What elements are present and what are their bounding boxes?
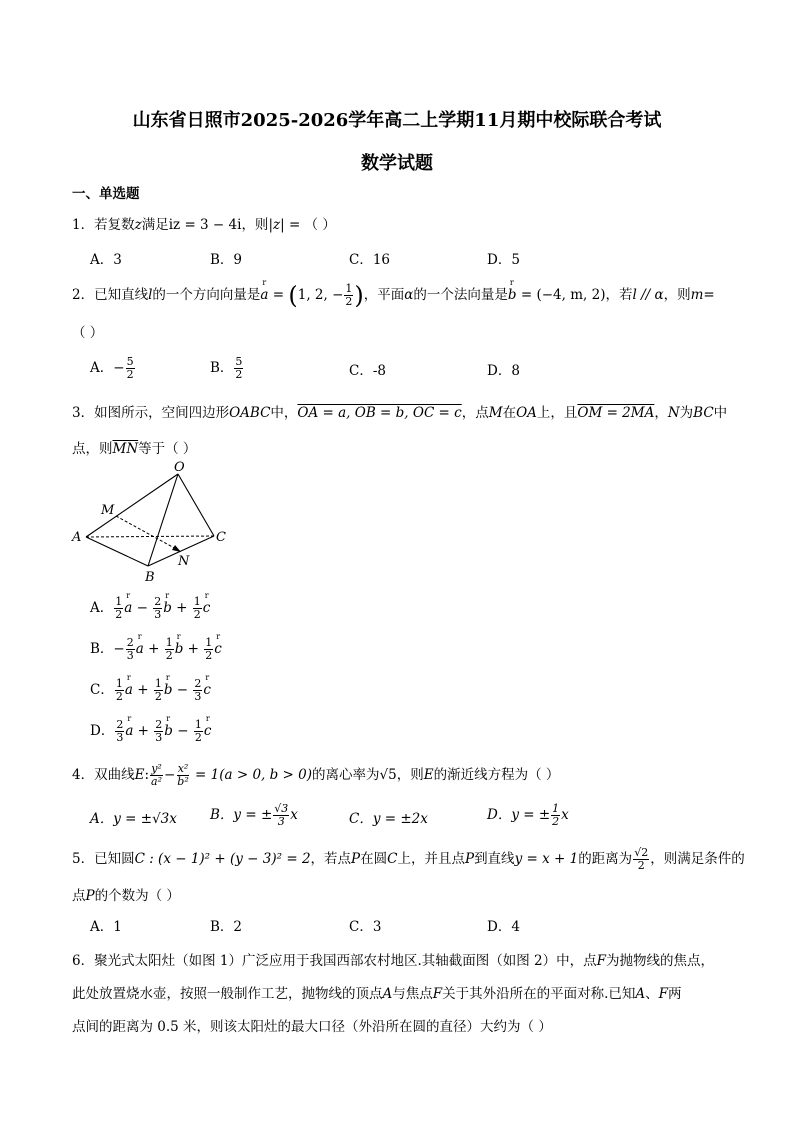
vec-a: r a	[125, 682, 133, 698]
frac-den: 2	[115, 608, 123, 621]
q4-text: 的渐近线方程为（ ）	[433, 767, 560, 783]
q2-option-b	[210, 356, 244, 381]
q4-equation: = 1(a > 0, b > 0)	[190, 767, 313, 783]
q6-text: 、	[645, 986, 659, 1002]
frac	[165, 637, 174, 662]
frac-num: 1	[552, 802, 560, 815]
frac	[126, 637, 135, 662]
q5-text: 到直线	[474, 851, 515, 867]
vec-b: r b	[164, 723, 173, 739]
vec-a: r a	[136, 641, 144, 657]
label-a: A	[72, 530, 82, 545]
q2-text: =	[268, 287, 289, 303]
vec-c: r c	[214, 641, 222, 657]
frac-den: 3	[154, 608, 162, 621]
frac-den: 3	[116, 731, 124, 744]
q6-text: 关于其外沿所在的平面对称.已知	[442, 986, 636, 1002]
q1-text: ，则	[241, 217, 269, 233]
frac-den: 2	[205, 649, 213, 662]
vec-c: r c	[203, 600, 211, 616]
q4-var: x	[561, 807, 569, 823]
frac-num: 1	[193, 595, 201, 608]
q2-fraction	[344, 283, 353, 308]
q4-option-d	[487, 803, 569, 828]
q3-option-a: A． $\frac{1}{2}$ r a − $\frac{2}{3}$ r b + $\frac{1}{2}$ r c	[90, 596, 210, 621]
q6-text: 为抛物线的焦点，	[606, 953, 715, 969]
q2-continuation: （ ）	[72, 325, 104, 341]
q3-text: 中，	[270, 405, 298, 421]
frac-num: 1	[115, 677, 123, 690]
q5-frac	[633, 847, 649, 872]
frac-den: 3	[155, 731, 163, 744]
question-3	[72, 401, 727, 421]
q5-option-a: A．1	[90, 919, 122, 935]
q2-paren: (	[288, 281, 298, 310]
edge-ab	[86, 537, 148, 566]
frac-den: 3	[277, 815, 285, 828]
q5-text: 的距离为	[578, 851, 633, 867]
q3-text: 中	[713, 405, 728, 421]
q5-line: y = x + 1	[514, 851, 579, 867]
q3-text: 3．如图所示，空间四边形	[72, 405, 230, 421]
q1-text: 1．若复数	[72, 217, 135, 233]
q3-opt-label: B．	[90, 641, 114, 657]
frac-den: 3	[194, 690, 202, 703]
q3-line-2	[72, 437, 196, 457]
q5-text: 上，并且点	[397, 851, 465, 867]
frac-num: √3	[274, 802, 289, 815]
page-subtitle: 数学试题	[361, 153, 433, 174]
label-m: M	[101, 503, 115, 518]
vec-c: r c	[203, 682, 211, 698]
q4-option-b	[210, 803, 298, 828]
q2-frac-den: 2	[345, 295, 353, 308]
frac	[154, 678, 163, 703]
q2-text: ，则	[663, 287, 691, 303]
frac-den: a²	[151, 775, 162, 788]
q4-var: E	[134, 767, 145, 783]
q5-var: P	[85, 888, 95, 904]
frac-num: 2	[116, 718, 124, 731]
q4-opt-label: B．y = ±	[210, 807, 273, 823]
frac	[194, 719, 203, 744]
q4-var: x	[290, 807, 298, 823]
q5-var: P	[464, 851, 475, 867]
q1-option-d: D．5	[487, 252, 520, 268]
segment-mn	[116, 516, 178, 550]
q3-text: 在	[502, 405, 517, 421]
q2-text: ，若	[605, 287, 633, 303]
q6-var: A	[635, 986, 646, 1002]
q3-text: ，点	[461, 405, 489, 421]
label-o: O	[174, 460, 185, 475]
question-1	[72, 213, 336, 233]
q5-circle: C : (x − 1)² + (y − 3)² = 2	[134, 851, 311, 867]
q2-text: 2．已知直线	[72, 287, 149, 303]
q5-text: 点	[72, 888, 86, 904]
vec-b: r b	[175, 641, 184, 657]
frac	[193, 678, 202, 703]
q2-frac-num: 1	[345, 282, 353, 295]
q2-coords: 1, 2, −	[297, 287, 344, 303]
page-title: 山东省日照市2025-2026学年高二上学期11月期中校际联合考试	[132, 110, 662, 131]
q6-line-3: 点间的距离为 0.5 米，则该太阳灶的最大口径（外沿所在圆的直径）大约为（ ）	[72, 1019, 552, 1035]
q3-text: 上，且	[536, 405, 578, 421]
q1-abs: |z|	[268, 217, 285, 233]
question-5	[72, 847, 745, 872]
q3-var: OABC	[229, 405, 271, 421]
frac-num: 1	[194, 718, 202, 731]
q2-alpha: α	[404, 287, 414, 303]
frac-num: 2	[155, 718, 163, 731]
q1-text: = （ ）	[284, 217, 336, 233]
q2-option-d: D．8	[487, 363, 520, 379]
frac-den: 2	[115, 690, 123, 703]
q4-ecc: √5	[379, 767, 397, 783]
frac-num: 1	[205, 636, 213, 649]
q6-var: A	[382, 986, 393, 1002]
q2-option-a	[90, 356, 136, 381]
q2-opt-label: B．	[210, 360, 234, 376]
vec-b: r b	[164, 682, 173, 698]
q3-opt-label: C．	[90, 682, 114, 698]
q1-option-c: C．16	[349, 252, 391, 268]
q6-var: F	[596, 953, 607, 969]
frac-den: 2	[126, 368, 134, 381]
frac-num: 2	[126, 636, 134, 649]
tetrahedron-figure	[68, 458, 238, 588]
frac-num: 2	[154, 595, 162, 608]
q2-text: 的一个法向量是	[413, 287, 508, 303]
q4-text: 的离心率为	[312, 767, 380, 783]
q2-vector-b: r b	[508, 287, 517, 303]
label-c: C	[216, 530, 226, 545]
q3-text: 点，则	[72, 441, 113, 457]
frac-num: x²	[177, 762, 189, 775]
frac	[193, 596, 202, 621]
frac	[115, 719, 124, 744]
q2-var: l	[148, 287, 153, 303]
q2-condition: l // α	[632, 287, 664, 303]
vec-c: r c	[204, 723, 212, 739]
q3-om: OM = 2MA	[577, 405, 655, 421]
q3-vectors: OA = a, OB = b, OC = c	[297, 405, 462, 421]
q3-var: N	[667, 405, 680, 421]
section-heading: 一、单选题	[72, 186, 140, 202]
q5-var: C	[387, 851, 398, 867]
q1-text: 满足	[141, 217, 169, 233]
q4-option-a: A．y = ±√3x	[90, 811, 177, 827]
q2-opt-frac	[234, 356, 243, 381]
q1-option-b: B．9	[210, 252, 243, 268]
question-2	[72, 283, 715, 308]
frac-num: 2	[194, 677, 202, 690]
q5-text: ，若点	[310, 851, 352, 867]
q4-text: 4．双曲线	[72, 767, 135, 783]
q4-opt-label: D．y = ±	[487, 807, 551, 823]
frac-den: 2	[235, 368, 243, 381]
frac-num: 1	[165, 636, 173, 649]
q1-var: z	[134, 217, 142, 233]
q1-option-a: A．3	[90, 252, 122, 268]
frac-num: 5	[126, 355, 134, 368]
q3-opt-label: A．	[90, 600, 114, 616]
frac	[115, 678, 124, 703]
edge-ac-hidden	[86, 536, 214, 537]
question-6	[72, 949, 714, 969]
frac-num: 1	[154, 677, 162, 690]
q1-equation: iz = 3 − 4i	[168, 217, 242, 233]
q2-option-c: C．-8	[349, 363, 386, 379]
q4-frac-y	[150, 763, 163, 788]
q6-text: 6．聚光式太阳灶（如图 1）广泛应用于我国西部农村地区.其轴截面图（如图 2）中，点	[72, 953, 597, 969]
label-b: B	[145, 570, 155, 585]
edge-oa	[86, 474, 178, 537]
q5-text: ，则满足条件的	[650, 851, 745, 867]
frac-num: √2	[634, 846, 649, 859]
q5-option-b: B．2	[210, 919, 243, 935]
frac-num: 5	[235, 355, 243, 368]
q2-text: 的一个方向向量是	[152, 287, 261, 303]
q4-text: ，则	[396, 767, 424, 783]
q6-text: 两	[668, 986, 682, 1002]
frac-den: 2	[637, 859, 645, 872]
q3-opt-label: D．	[90, 723, 115, 739]
q4-frac-x	[176, 763, 189, 788]
q5-text: 5．已知圆	[72, 851, 135, 867]
q4-var: E	[423, 767, 434, 783]
frac	[153, 596, 162, 621]
q6-line-2	[72, 982, 682, 1002]
frac	[154, 719, 163, 744]
q5-option-c: C．3	[349, 919, 382, 935]
vec-a: r a	[124, 600, 132, 616]
q3-var: BC	[693, 405, 714, 421]
q2-m: m=	[690, 287, 715, 303]
frac	[114, 596, 123, 621]
q4-option-c: C．y = ±2x	[349, 811, 428, 827]
frac-num: y²	[151, 762, 162, 775]
q2-vector-a: r a	[260, 287, 268, 303]
edge-oc	[178, 474, 214, 536]
q5-option-d: D．4	[487, 919, 520, 935]
q4-text: :	[144, 767, 150, 783]
vec-b: r b	[163, 600, 172, 616]
q6-var: F	[658, 986, 669, 1002]
frac-den: 2	[193, 608, 201, 621]
frac-num: 1	[115, 595, 123, 608]
frac-den: 3	[126, 649, 134, 662]
q2-text: = (−4, m, 2)	[516, 287, 606, 303]
vec-a: r a	[125, 723, 133, 739]
q5-text: 在圆	[360, 851, 388, 867]
label-n: N	[178, 554, 190, 569]
q3-mn: $\overline{MN}$	[112, 441, 139, 457]
q3-option-b: B．− $\frac{2}{3}$ r a + $\frac{1}{2}$ r b + $\frac{1}{2}$ r c	[90, 637, 222, 662]
question-4: 4．双曲线E: $\frac{\text{y²}}{\text{a²}}$ − $\frac{\text{x²}}{\text{b²}}$ = 1(a > 0, b > 0)的离心率为√5，则E的渐近线方程为（ ）	[72, 762, 560, 788]
q3-text: 为	[679, 405, 694, 421]
q3-var: OA	[516, 405, 537, 421]
frac-den: 2	[194, 731, 202, 744]
frac-den: 2	[165, 649, 173, 662]
q3-text: ，	[654, 405, 668, 421]
q6-text: 此处放置烧水壶，按照一般制作工艺，抛物线的顶点	[72, 986, 383, 1002]
q6-text: 与焦点	[392, 986, 433, 1002]
q5-text: 的个数为（ ）	[94, 888, 180, 904]
frac	[204, 637, 213, 662]
frac	[273, 803, 289, 828]
q5-var: P	[351, 851, 361, 867]
q6-var: F	[432, 986, 443, 1002]
q3-var: M	[488, 405, 503, 421]
q5-line-2	[72, 884, 180, 904]
arrowhead-n	[172, 545, 181, 552]
q3-option-d: D． $\frac{2}{3}$ r a + $\frac{2}{3}$ r b − $\frac{1}{2}$ r c	[90, 719, 211, 744]
edge-ob	[148, 474, 178, 566]
frac-den: b²	[177, 775, 189, 788]
q2-opt-frac	[126, 356, 135, 381]
q3-option-c: C． $\frac{1}{2}$ r a + $\frac{1}{2}$ r b − $\frac{2}{3}$ r c	[90, 678, 211, 703]
q3-text: 等于（ ）	[138, 441, 197, 457]
frac	[551, 803, 560, 828]
q2-opt-label: A．−	[90, 360, 125, 376]
q2-text: ，平面	[363, 287, 405, 303]
frac-den: 2	[154, 690, 162, 703]
q2-paren: )	[354, 281, 364, 310]
frac-den: 2	[552, 815, 560, 828]
